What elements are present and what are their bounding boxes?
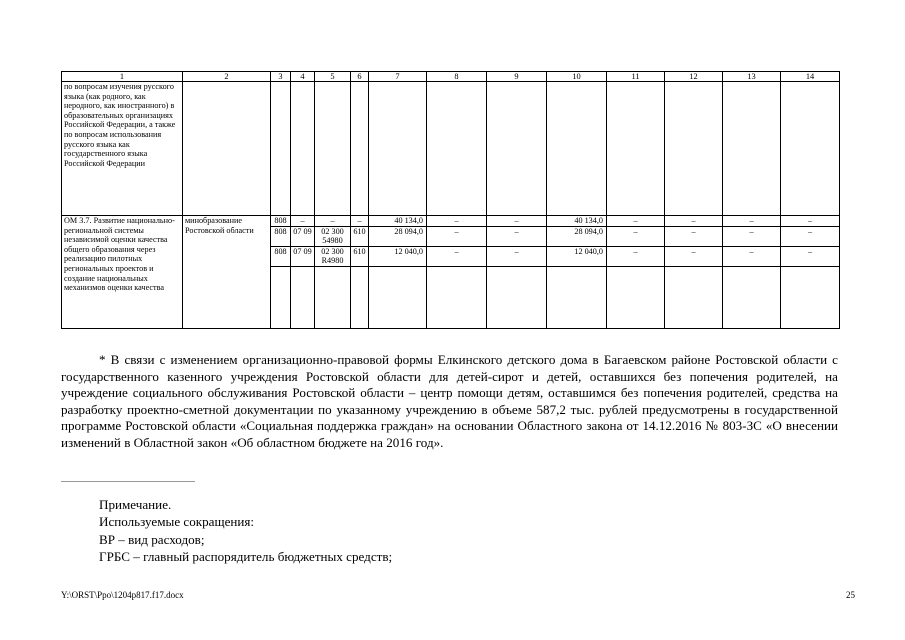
page-number: 25 [846, 590, 855, 600]
note-block [99, 496, 392, 566]
table-cell: – [427, 246, 487, 266]
note-item: ГРБС – главный распорядитель бюджетных средств; [99, 549, 393, 565]
table-cell: 40 134,0 [369, 216, 427, 227]
table-cell: 610 [351, 246, 369, 266]
col-header: 14 [781, 72, 840, 82]
table-cell: 28 094,0 [369, 226, 427, 246]
col-header: 12 [665, 72, 723, 82]
table-cell: – [607, 216, 665, 227]
table-cell: – [427, 226, 487, 246]
table-cell: – [723, 216, 781, 227]
table-row-continuation [62, 82, 840, 216]
table-cell: – [487, 226, 547, 246]
table-cell: – [665, 216, 723, 227]
table-cell: – [781, 216, 840, 227]
col-header: 13 [723, 72, 781, 82]
table-cell: – [723, 246, 781, 266]
footnote-text: * В связи с изменением организационно-правовой формы Елкинского детского дома в Багаевском районе Ростовской области с государственного казенного учреждения Ростовской области для детей-сирот и детей, оставшихся без попечения родителей, на учреждение социального обслуживания Ростовской области – центр помощи детям, оставшимся без попечения родителей, средства на разработку проектно-сметной документации по указанному учреждению в объеме 587,2 тыс. рублей предусмотрены в государственной программе Ростовской области «Социальная поддержка граждан» на основании Областного закона от 14.12.2016 № 803-ЗС «О внесении изменений в Областной закон «Об областном бюджете на 2016 год». [61, 352, 838, 450]
table-cell: 07 09 [291, 226, 315, 246]
col-header: 8 [427, 72, 487, 82]
table-cell: – [487, 216, 547, 227]
separator-line [61, 481, 195, 482]
table-cell: – [665, 246, 723, 266]
om-name-cell: ОМ 3.7. Развитие национально-региональной системы независимой оценки качества общего образования через реализацию пилотных региональных проектов и создание национальных механизмов оценки качества [62, 216, 183, 329]
note-item: ВР – вид расходов; [99, 531, 205, 547]
col-header: 5 [315, 72, 351, 82]
table-cell: – [781, 246, 840, 266]
table-cell: 07 09 [291, 246, 315, 266]
col-header: 2 [183, 72, 271, 82]
table-cell: – [607, 246, 665, 266]
table-cell: – [723, 226, 781, 246]
table-cell: – [665, 226, 723, 246]
table-cell: – [351, 216, 369, 227]
col-header: 6 [351, 72, 369, 82]
table-cell: 40 134,0 [547, 216, 607, 227]
table-cell: 808 [271, 246, 291, 266]
footnote-paragraph [61, 352, 838, 452]
table-cell: 12 040,0 [547, 246, 607, 266]
col-header: 3 [271, 72, 291, 82]
col-header: 7 [369, 72, 427, 82]
col-header: 10 [547, 72, 607, 82]
table-cell: 12 040,0 [369, 246, 427, 266]
table-cell: 808 [271, 216, 291, 227]
table-cell: – [607, 226, 665, 246]
table-cell: 28 094,0 [547, 226, 607, 246]
note-title: Примечание. [99, 497, 172, 512]
note-subtitle: Используемые сокращения: [99, 514, 255, 530]
table-cell: 02 300 R4980 [315, 246, 351, 266]
col-header: 1 [62, 72, 183, 82]
table-cell: – [487, 246, 547, 266]
file-path: Y:\ORST\Ppo\1204p817.f17.docx [61, 590, 184, 600]
table-cell: – [781, 226, 840, 246]
continuation-text: по вопросам изучения русского языка (как родного, как неродного, как иностранного) в образовательных организациях Российской Федерации, а также по вопросам использования русского языка как государственного языка Российской Федерации [62, 82, 183, 216]
table-cell: 610 [351, 226, 369, 246]
table-cell: – [291, 216, 315, 227]
table-cell: – [315, 216, 351, 227]
col-header: 11 [607, 72, 665, 82]
table-header-row [62, 72, 840, 82]
executor-cell: минобразование Ростовской области [183, 216, 271, 329]
table-cell: – [427, 216, 487, 227]
col-header: 4 [291, 72, 315, 82]
table-row [62, 216, 840, 227]
table-cell: 808 [271, 226, 291, 246]
table-cell: 02 300 54980 [315, 226, 351, 246]
col-header: 9 [487, 72, 547, 82]
budget-table [61, 71, 840, 329]
